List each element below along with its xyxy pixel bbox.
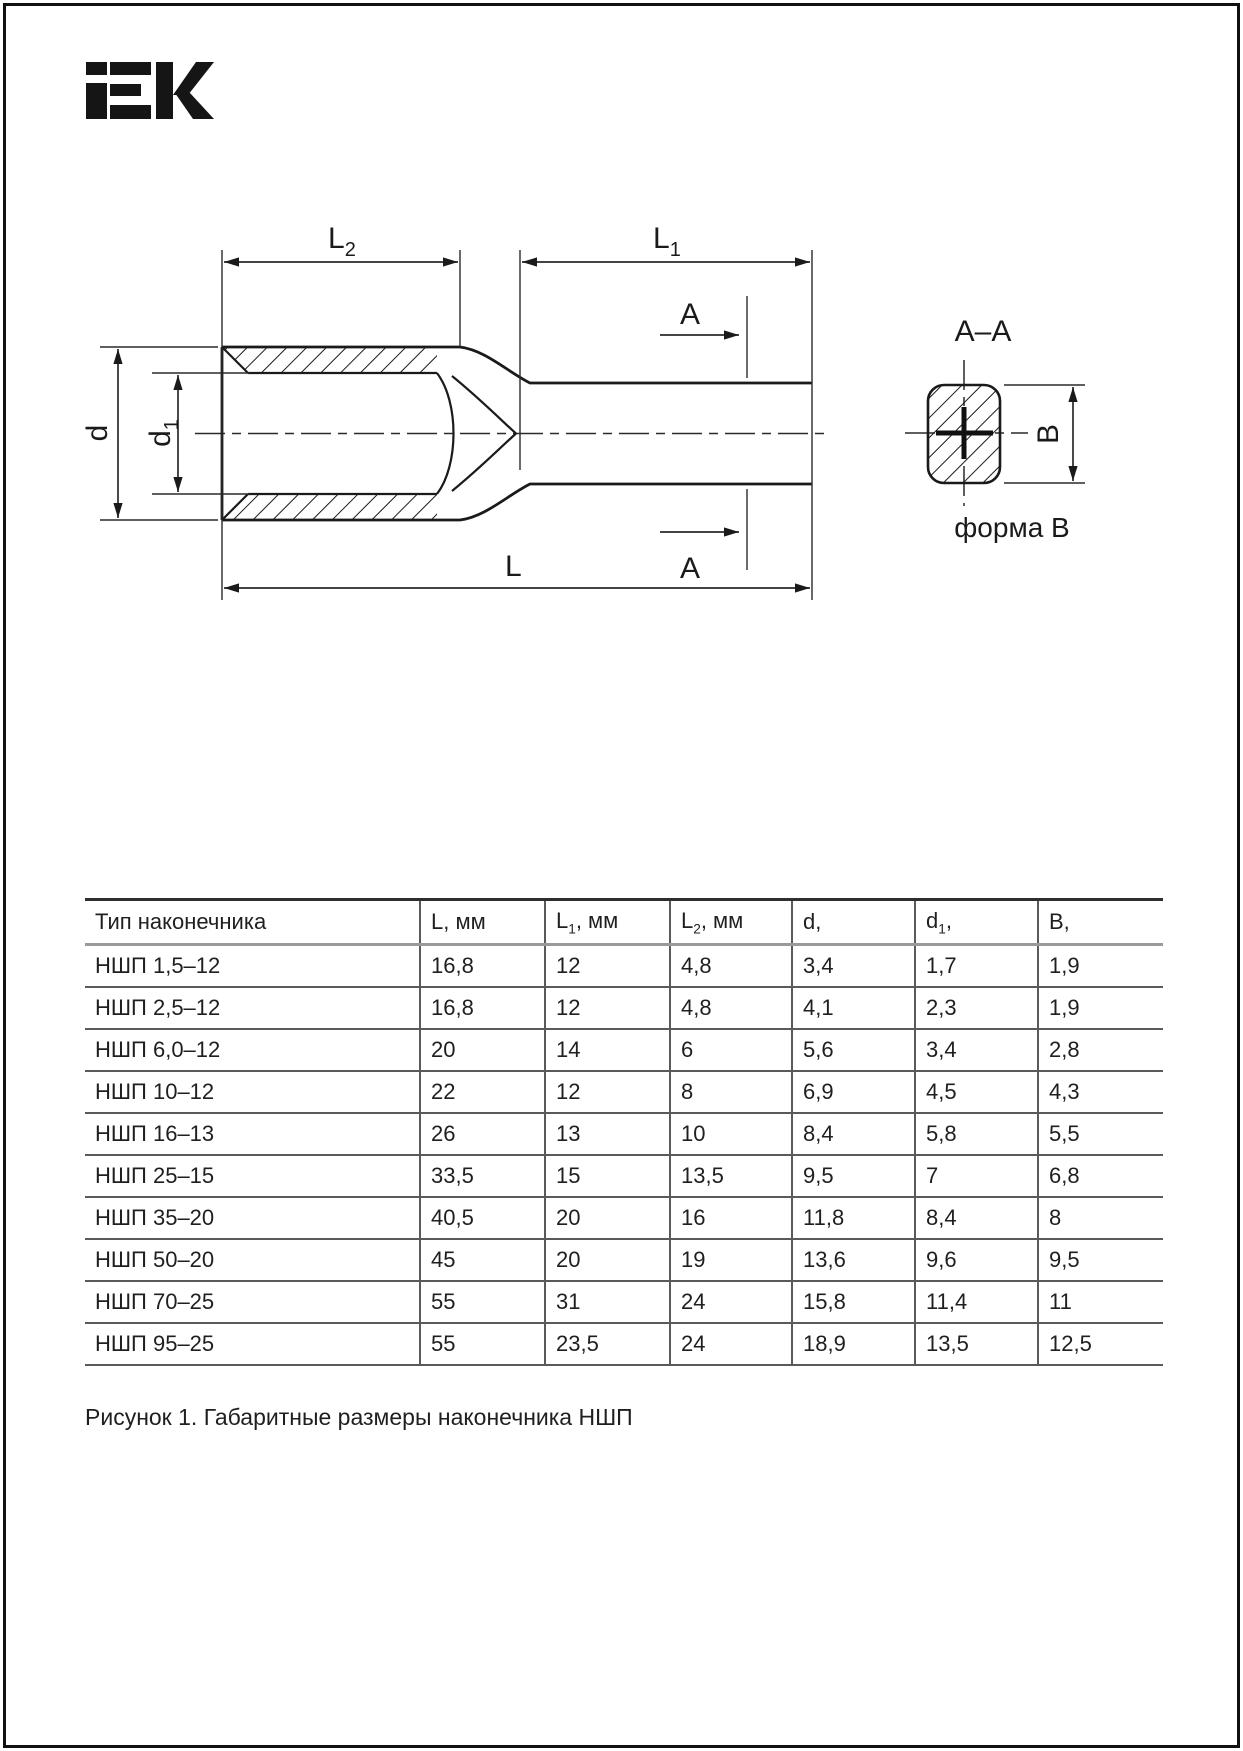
table-cell: 8,4 — [792, 1113, 915, 1155]
table-cell: 13,5 — [915, 1323, 1038, 1365]
table-cell: 5,5 — [1038, 1113, 1163, 1155]
table-cell: 55 — [420, 1323, 545, 1365]
table-cell: 40,5 — [420, 1197, 545, 1239]
table-body — [85, 945, 1163, 1366]
column-header: $L_1$, мм — [545, 900, 670, 945]
section-arrow-bottom — [660, 489, 747, 585]
table-cell: 26 — [420, 1113, 545, 1155]
table-cell: 3,4 — [915, 1029, 1038, 1071]
table-cell: 4,8 — [670, 987, 792, 1029]
table-cell: 6,9 — [792, 1071, 915, 1113]
table-cell: 23,5 — [545, 1323, 670, 1365]
svg-text:L2: $L_2$ — [328, 222, 356, 261]
table-cell: 2,8 — [1038, 1029, 1163, 1071]
svg-text:L: L — [505, 550, 522, 583]
logo-i-body — [86, 83, 107, 119]
svg-text:A–A: A–A — [954, 315, 1012, 348]
table-row — [85, 1197, 1163, 1239]
table-cell: 55 — [420, 1281, 545, 1323]
svg-text:L1: $L_1$ — [653, 222, 681, 261]
logo-k-bar — [156, 62, 173, 119]
table-row — [85, 987, 1163, 1029]
column-header: Тип наконечника — [85, 900, 420, 945]
dimensions-table-wrap — [85, 898, 1163, 1366]
column-header: L, мм — [420, 900, 545, 945]
table-cell: НШП 16–13 — [85, 1113, 420, 1155]
table-cell: 5,8 — [915, 1113, 1038, 1155]
table-cell: 8 — [1038, 1197, 1163, 1239]
table-cell: 9,5 — [1038, 1239, 1163, 1281]
table-cell: НШП 6,0–12 — [85, 1029, 420, 1071]
table-cell: 10 — [670, 1113, 792, 1155]
column-header: B, — [1038, 900, 1163, 945]
table-cell: 5,6 — [792, 1029, 915, 1071]
table-row — [85, 1155, 1163, 1197]
table-cell: 20 — [545, 1197, 670, 1239]
table-header-row — [85, 900, 1163, 945]
table-row — [85, 1281, 1163, 1323]
table-cell: 7 — [915, 1155, 1038, 1197]
table-cell: 13 — [545, 1113, 670, 1155]
table-cell: 20 — [420, 1029, 545, 1071]
column-header: $L_2$, мм — [670, 900, 792, 945]
table-cell: 13,6 — [792, 1239, 915, 1281]
table-cell: НШП 50–20 — [85, 1239, 420, 1281]
table-row — [85, 1323, 1163, 1365]
table-cell: НШП 2,5–12 — [85, 987, 420, 1029]
table-cell: 6 — [670, 1029, 792, 1071]
dimension-d1 — [144, 375, 183, 492]
table-cell: 1,9 — [1038, 987, 1163, 1029]
table-cell: 9,6 — [915, 1239, 1038, 1281]
table-cell: 31 — [545, 1281, 670, 1323]
table-cell: 16,8 — [420, 987, 545, 1029]
table-cell: 24 — [670, 1281, 792, 1323]
svg-text:B: B — [1032, 423, 1065, 445]
section-view-aa — [905, 315, 1085, 543]
table-cell: 19 — [670, 1239, 792, 1281]
table-cell: НШП 95–25 — [85, 1323, 420, 1365]
table-cell: 22 — [420, 1071, 545, 1113]
table-cell: 1,9 — [1038, 945, 1163, 988]
table-cell: 24 — [670, 1323, 792, 1365]
table-cell: 9,5 — [792, 1155, 915, 1197]
svg-text:A: A — [679, 298, 701, 331]
table-cell: 8 — [670, 1071, 792, 1113]
table-cell: НШП 35–20 — [85, 1197, 420, 1239]
table-cell: 20 — [545, 1239, 670, 1281]
table-row — [85, 1029, 1163, 1071]
dimension-l2 — [224, 222, 458, 262]
lug-hatch-top-wall — [222, 347, 437, 373]
table-cell: 45 — [420, 1239, 545, 1281]
iek-logo-letters — [86, 62, 214, 119]
table-cell: 13,5 — [670, 1155, 792, 1197]
table-cell: 11 — [1038, 1281, 1163, 1323]
dimension-d — [81, 349, 118, 518]
table-cell: 1,7 — [915, 945, 1038, 988]
table-cell: 12,5 — [1038, 1323, 1163, 1365]
table-cell: 4,3 — [1038, 1071, 1163, 1113]
svg-text:A: A — [679, 552, 701, 585]
dimension-l1 — [522, 222, 810, 262]
lug-hatch-bottom-wall — [222, 494, 437, 520]
iek-logo — [0, 0, 1243, 140]
logo-e-top — [110, 62, 151, 75]
table-cell: НШП 10–12 — [85, 1071, 420, 1113]
logo-k-upper-arm — [173, 62, 214, 95]
table-cell: 12 — [545, 945, 670, 988]
logo-i-dot — [86, 62, 107, 75]
column-header: $d_1$, — [915, 900, 1038, 945]
dimension-l — [224, 550, 810, 588]
extension-lines — [100, 250, 812, 600]
table-row — [85, 1239, 1163, 1281]
column-header: d, — [792, 900, 915, 945]
table-cell: 33,5 — [420, 1155, 545, 1197]
table-row — [85, 1113, 1163, 1155]
table-row — [85, 945, 1163, 988]
svg-text:d: d — [81, 424, 114, 442]
table-cell: 2,3 — [915, 987, 1038, 1029]
logo-e-mid — [110, 84, 141, 96]
table-cell: 3,4 — [792, 945, 915, 988]
table-cell: 8,4 — [915, 1197, 1038, 1239]
table-cell: 11,8 — [792, 1197, 915, 1239]
table-cell: 4,8 — [670, 945, 792, 988]
logo-k-lower-arm — [175, 93, 214, 119]
figure-drawing — [0, 200, 1243, 650]
table-cell: 11,4 — [915, 1281, 1038, 1323]
figure-caption: Рисунок 1. Габаритные размеры наконечника НШП — [85, 1404, 633, 1430]
table-cell: НШП 1,5–12 — [85, 945, 420, 988]
table-cell: 15 — [545, 1155, 670, 1197]
table-row — [85, 1071, 1163, 1113]
dimension-b — [1004, 385, 1085, 483]
table-cell: 4,5 — [915, 1071, 1038, 1113]
svg-text:форма B: форма B — [954, 512, 1070, 543]
dimensions-table — [85, 898, 1163, 1366]
logo-e-bottom — [110, 105, 151, 119]
table-cell: 15,8 — [792, 1281, 915, 1323]
table-cell: 12 — [545, 987, 670, 1029]
table-cell: 6,8 — [1038, 1155, 1163, 1197]
table-cell: 16 — [670, 1197, 792, 1239]
section-arrow-top — [660, 296, 747, 378]
table-cell: НШП 25–15 — [85, 1155, 420, 1197]
table-cell: 12 — [545, 1071, 670, 1113]
table-cell: 18,9 — [792, 1323, 915, 1365]
table-cell: 16,8 — [420, 945, 545, 988]
svg-text:d1: $d_1$ — [144, 419, 183, 447]
table-cell: 14 — [545, 1029, 670, 1071]
table-cell: НШП 70–25 — [85, 1281, 420, 1323]
table-cell: 4,1 — [792, 987, 915, 1029]
